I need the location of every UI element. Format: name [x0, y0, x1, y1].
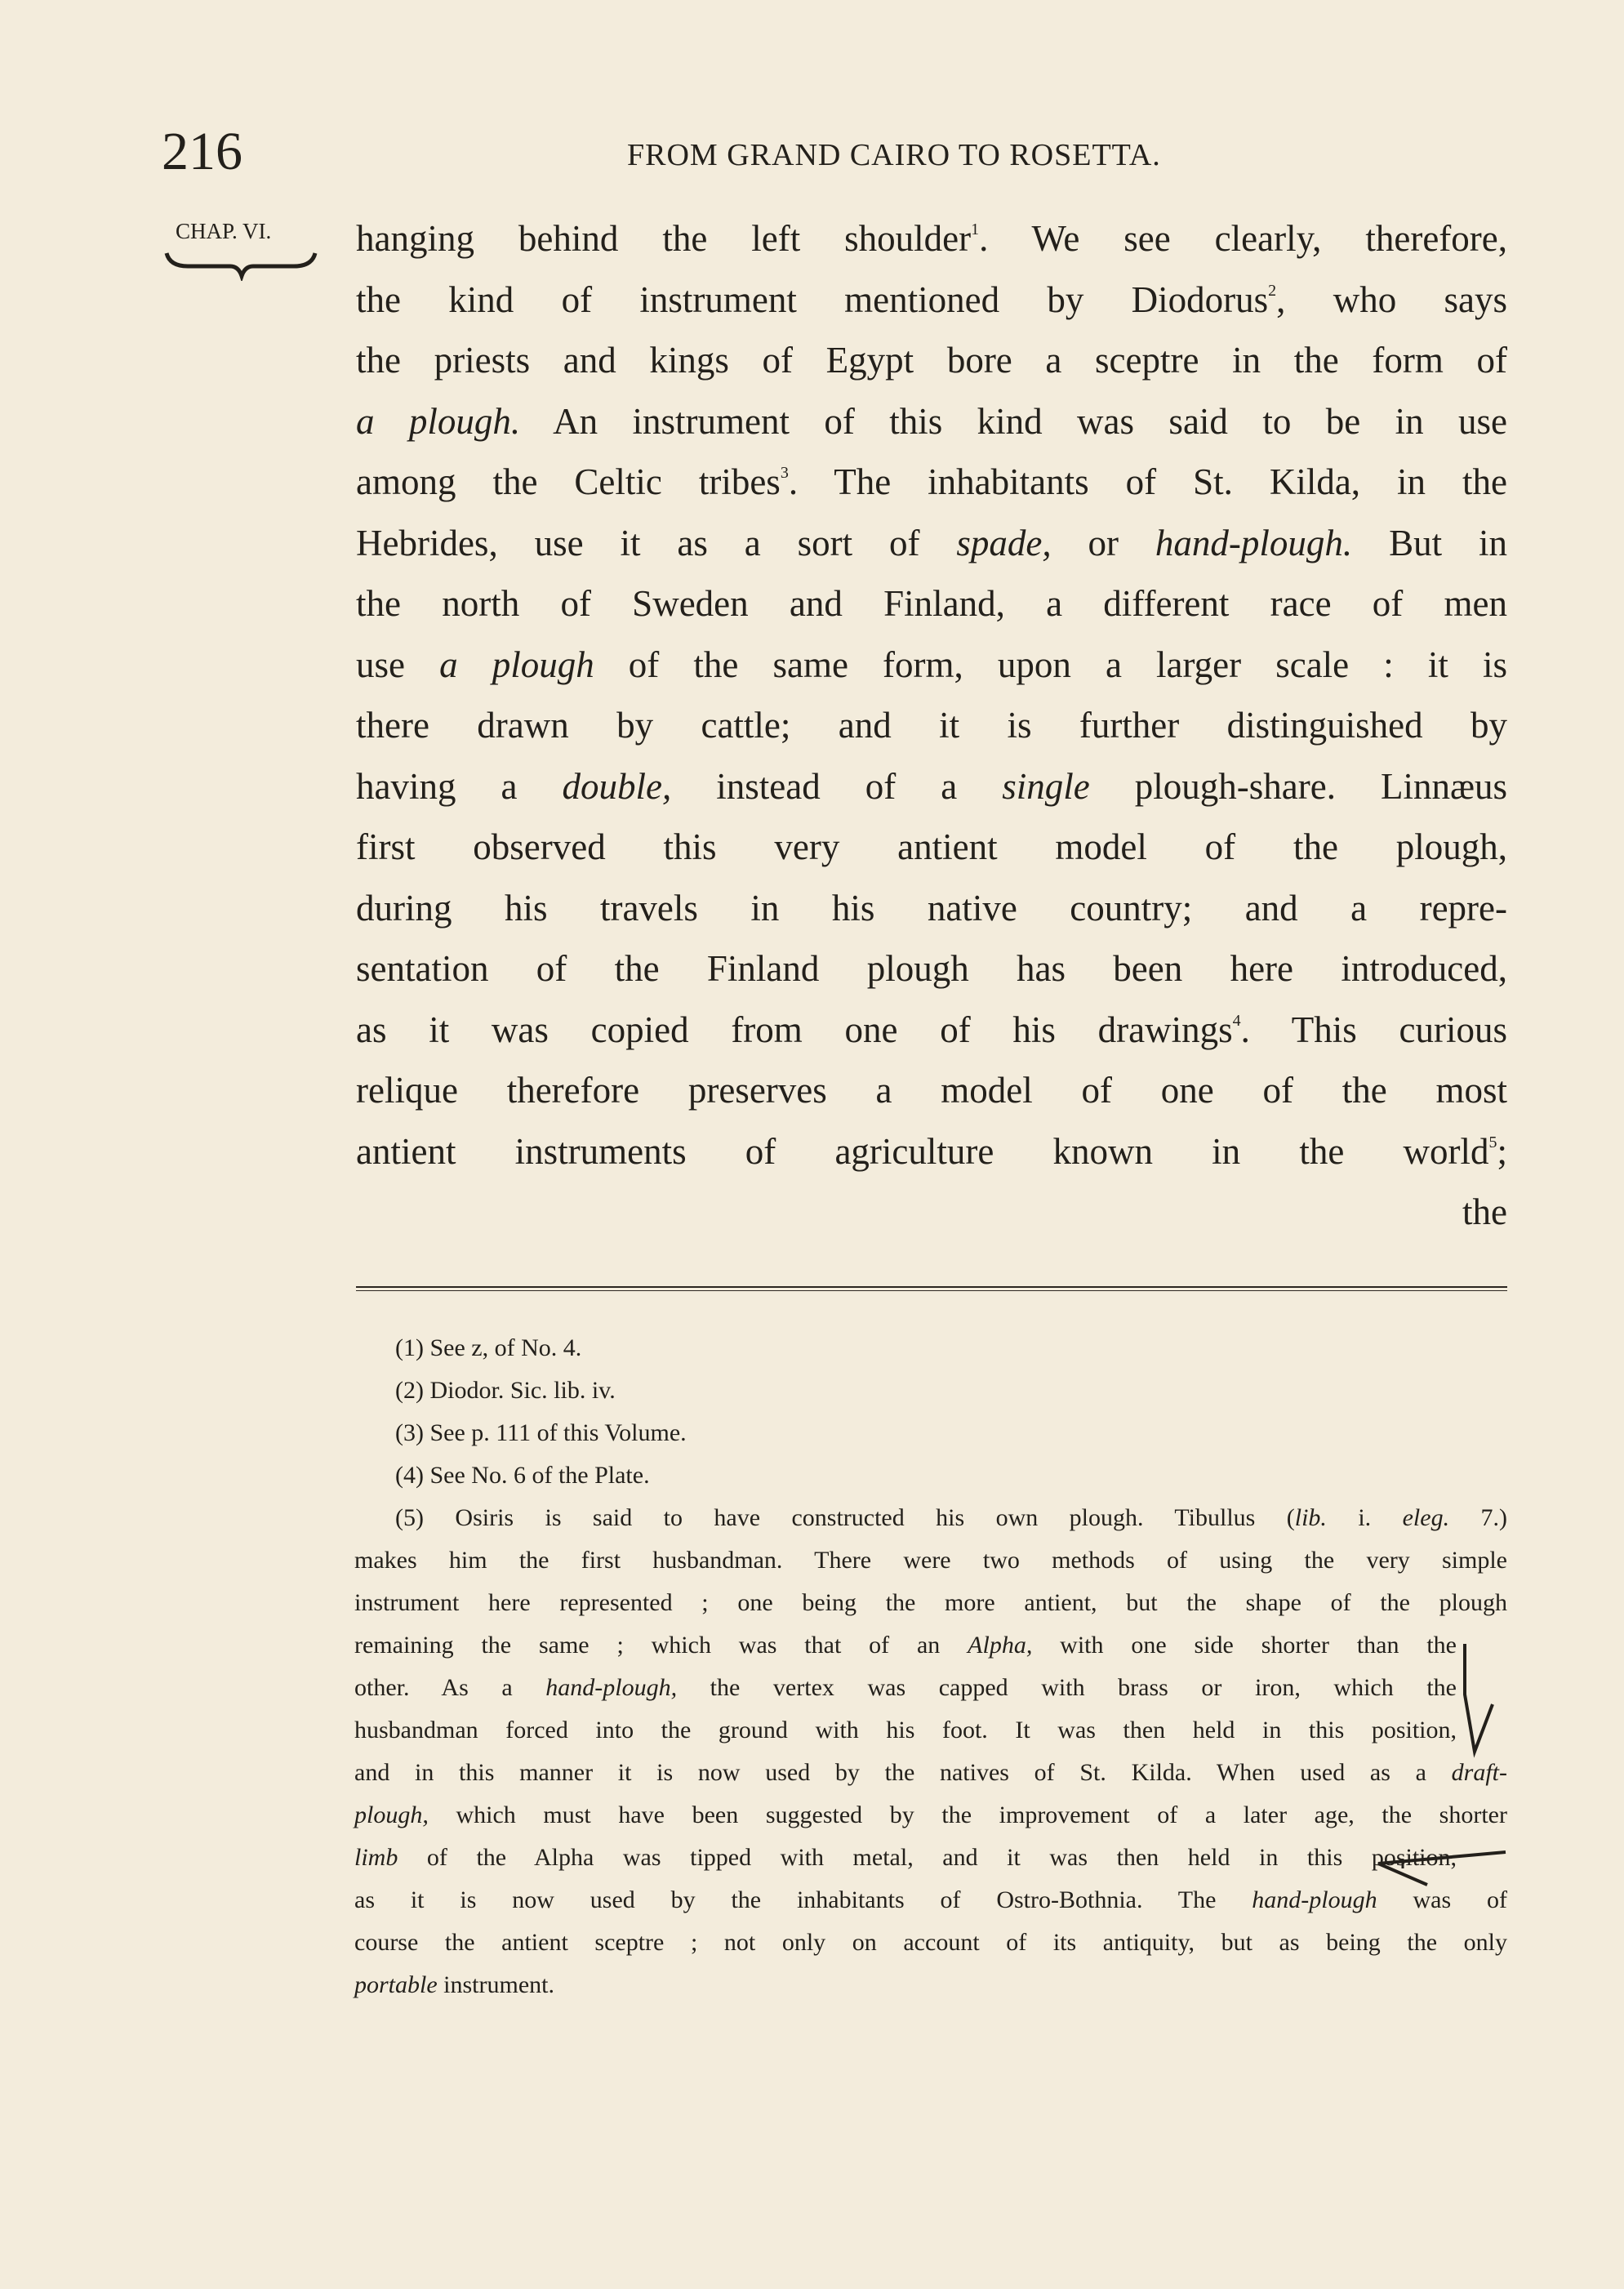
footnote-line: husbandman forced into the ground with his foot. It was then held in this position,: [354, 1717, 1457, 1743]
hand-plough-figure-icon: [1455, 1637, 1504, 1760]
footnote-4: (4) See No. 6 of the Plate.: [395, 1462, 650, 1489]
chapter-brace-icon: [163, 248, 318, 281]
page-number: 216: [162, 122, 242, 181]
text-line: the north of Sweden and Finland, a different race of men: [356, 583, 1507, 624]
text-line: use a plough of the same form, upon a larger scale : it is: [356, 644, 1507, 685]
text-line: hanging behind the left shoulder$^1$. We see clearly, therefore,: [356, 218, 1507, 259]
footnote-line: limb of the Alpha was tipped with metal, and it was then held in this position,: [354, 1844, 1457, 1871]
text-line: there drawn by cattle; and it is further distinguished by: [356, 705, 1507, 746]
catchword: the: [1462, 1191, 1507, 1232]
footnote-3: (3) See p. 111 of this Volume.: [395, 1419, 687, 1446]
footnote-line: portable instrument.: [354, 1971, 554, 1998]
running-title: FROM GRAND CAIRO TO ROSETTA.: [627, 138, 1161, 172]
footnote-line: as it is now used by the inhabitants of Ostro-Bothnia. The hand-plough was of: [354, 1886, 1507, 1913]
text-line: Hebrides, use it as a sort of spade, or hand-plough. But in: [356, 522, 1507, 563]
text-line: a plough. An instrument of this kind was said to be in use: [356, 400, 1507, 442]
text-line: the kind of instrument mentioned by Diodorus$^2$, who says: [356, 278, 1507, 320]
footnote-line: plough, which must have been suggested by the improvement of a later age, the shorter: [354, 1801, 1507, 1828]
text-line: during his travels in his native country; and a repre-: [356, 887, 1507, 929]
text-line: among the Celtic tribes$^3$. The inhabitants of St. Kilda, in the: [356, 461, 1507, 502]
text-line: sentation of the Finland plough has been here introduced,: [356, 948, 1507, 989]
footnote-rule: [356, 1286, 1507, 1291]
text-line: first observed this very antient model of the plough,: [356, 826, 1507, 867]
footnote-line: course the antient sceptre ; not only on account of its antiquity, but as being the only: [354, 1929, 1507, 1956]
footnote-5: (5) Osiris is said to have constructed his own plough. Tibullus (lib. i. eleg. 7.): [395, 1504, 1507, 1531]
footnote-1: (1) See z, of No. 4.: [395, 1334, 582, 1361]
text-line: having a double, instead of a single plough-share. Linnæus: [356, 765, 1507, 807]
text-line: antient instruments of agriculture known in the world$^5$;: [356, 1130, 1507, 1172]
chapter-label: CHAP. VI.: [176, 219, 272, 243]
draft-plough-figure-icon: [1370, 1844, 1509, 1893]
footnote-line: other. As a hand-plough, the vertex was capped with brass or iron, which the: [354, 1674, 1457, 1701]
footnote-line: remaining the same ; which was that of an Alpha, with one side shorter than the: [354, 1632, 1457, 1659]
text-line: as it was copied from one of his drawings$^4$. This curious: [356, 1009, 1508, 1050]
footnote-line: and in this manner it is now used by the natives of St. Kilda. When used as a draft-: [354, 1759, 1507, 1786]
footnote-line: instrument here represented ; one being the more antient, but the shape of the plough: [354, 1589, 1507, 1616]
footnote-line: makes him the first husbandman. There were two methods of using the very simple: [354, 1547, 1507, 1574]
text-line: the priests and kings of Egypt bore a sceptre in the form of: [356, 340, 1507, 381]
text-line: relique therefore preserves a model of one of the most: [356, 1070, 1507, 1111]
footnote-2: (2) Diodor. Sic. lib. iv.: [395, 1377, 616, 1404]
footnotes: [354, 1327, 1507, 2006]
main-text: [356, 208, 1507, 1243]
